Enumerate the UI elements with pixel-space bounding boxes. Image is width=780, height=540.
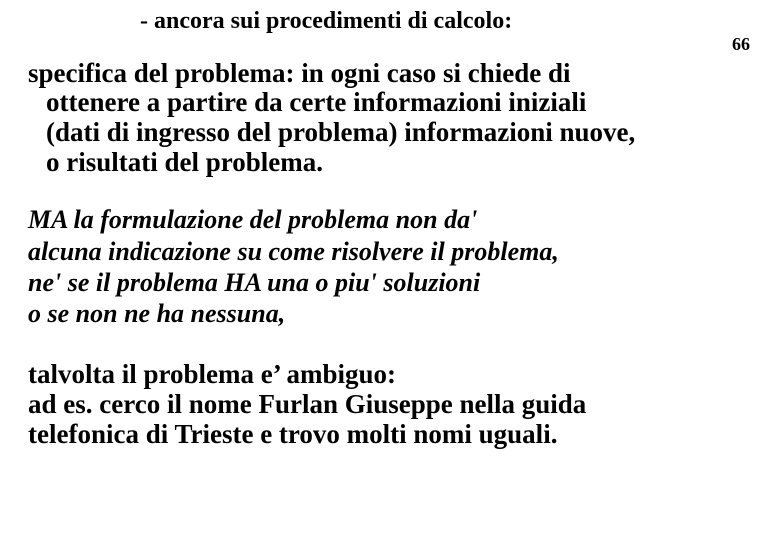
slide-title: - ancora sui procedimenti di calcolo:	[140, 8, 513, 34]
text-line: alcuna indicazione su come risolvere il problema,	[28, 237, 559, 266]
text-line: ne' se il problema HA una o piu' soluzioni	[28, 268, 481, 297]
text-line: ottenere a partire da certe informazioni iniziali	[46, 87, 587, 117]
text-line: o risultati del problema.	[46, 147, 324, 177]
text-line: o se non ne ha nessuna,	[28, 299, 286, 328]
text-line: (dati di ingresso del problema) informazioni nuove,	[46, 117, 636, 147]
text-line: telefonica di Trieste e trovo molti nomi uguali.	[28, 419, 558, 449]
text-line: ad es. cerco il nome Furlan Giuseppe nella guida	[28, 389, 587, 419]
text-line: MA la formulazione del problema non da'	[28, 205, 478, 234]
text-line: specifica del problema: in ogni caso si chiede di	[28, 58, 571, 88]
text-line: talvolta il problema e’ ambiguo:	[28, 359, 396, 389]
page-number: 66	[732, 34, 750, 54]
